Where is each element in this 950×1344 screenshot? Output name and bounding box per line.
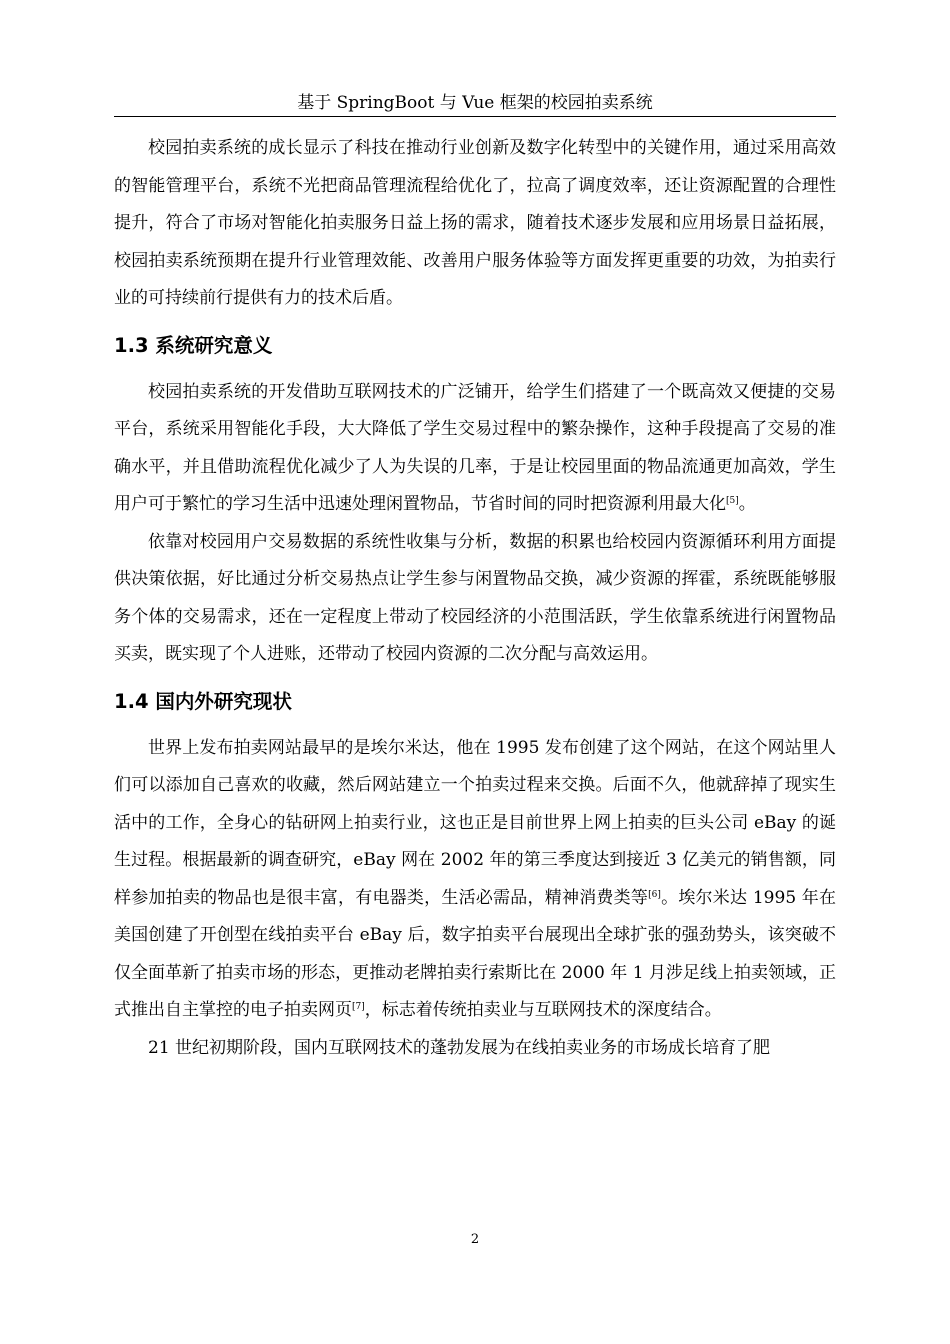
running-header: 基于 SpringBoot 与 Vue 框架的校园拍卖系统	[297, 93, 653, 113]
paragraph	[114, 730, 836, 1030]
paragraph-text: 世界上发布拍卖网站最早的是埃尔米达，他在 1995 发布创建了这个网站，在这个网站里人们可以添加自己喜欢的收藏，然后网站建立一个拍卖过程来交换。后面不久，他就辞掉了现实生活中的工作，全身心的钻研网上拍卖行业，这也正是目前世界上网上拍卖的巨头公司 eBay 的诞生过程。根据最新的调查研究，eBay 网在 2002 年的第三季度达到接近 3 亿美元的销售额，同样参加拍卖的物品也是很丰富，有电器类，生活必需品，精神消费类等	[114, 737, 836, 908]
paragraph-text: 。	[738, 494, 756, 514]
paragraph: 依靠对校园用户交易数据的系统性收集与分析，数据的积累也给校园内资源循环利用方面提供决策依据，好比通过分析交易热点让学生参与闲置物品交换，减少资源的挥霍，系统既能够服务个体的交易需求，还在一定程度上带动了校园经济的小范围活跃，学生依靠系统进行闲置物品买卖，既实现了个人进账，还带动了校园内资源的二次分配与高效运用。	[114, 531, 836, 664]
paragraph-text: ，标志着传统拍卖业与互联网技术的深度结合。	[364, 1000, 722, 1020]
page-body	[114, 130, 836, 1067]
paragraph: 21 世纪初期阶段，国内互联网技术的蓬勃发展为在线拍卖业务的市场成长培育了肥	[148, 1037, 771, 1058]
citation-ref: [7]	[352, 1002, 365, 1012]
section-heading-1-3: 1.3 系统研究意义	[114, 333, 273, 357]
header-rule	[114, 116, 836, 117]
citation-ref: [6]	[648, 889, 661, 900]
paragraph: 校园拍卖系统的成长显示了科技在推动行业创新及数字化转型中的关键作用，通过采用高效的智能管理平台，系统不光把商品管理流程给优化了，拉高了调度效率，还让资源配置的合理性提升，符合了市场对智能化拍卖服务日益上扬的需求，随着技术逐步发展和应用场景日益拓展，校园拍卖系统预期在提升行业管理效能、改善用户服务体验等方面发挥更重要的功效，为拍卖行业的可持续前行提供有力的技术后盾。	[114, 138, 836, 308]
paragraph-text: 。埃尔米达 1995 年在美国创建了开创型在线拍卖平台 eBay 后，数字拍卖平台展现出全球扩张的强劲势头，该突破不仅全面革新了拍卖市场的形态，更推动老牌拍卖行索斯比在 2000 年 1 月涉足线上拍卖领域，正式推出自主掌控的电子拍卖网页	[114, 887, 836, 1020]
citation-ref: [5]	[726, 496, 739, 506]
paragraph	[114, 374, 836, 524]
paragraph-text: 校园拍卖系统的开发借助互联网技术的广泛铺开，给学生们搭建了一个既高效又便捷的交易平台，系统采用智能化手段，大大降低了学生交易过程中的繁杂操作，这种手段提高了交易的准确水平，并且借助流程优化减少了人为失误的几率，于是让校园里面的物品流通更加高效，学生用户可于繁忙的学习生活中迅速处理闲置物品，节省时间的同时把资源利用最大化	[114, 381, 836, 514]
section-heading-1-4: 1.4 国内外研究现状	[114, 689, 292, 713]
page-number: 2	[470, 1232, 480, 1247]
